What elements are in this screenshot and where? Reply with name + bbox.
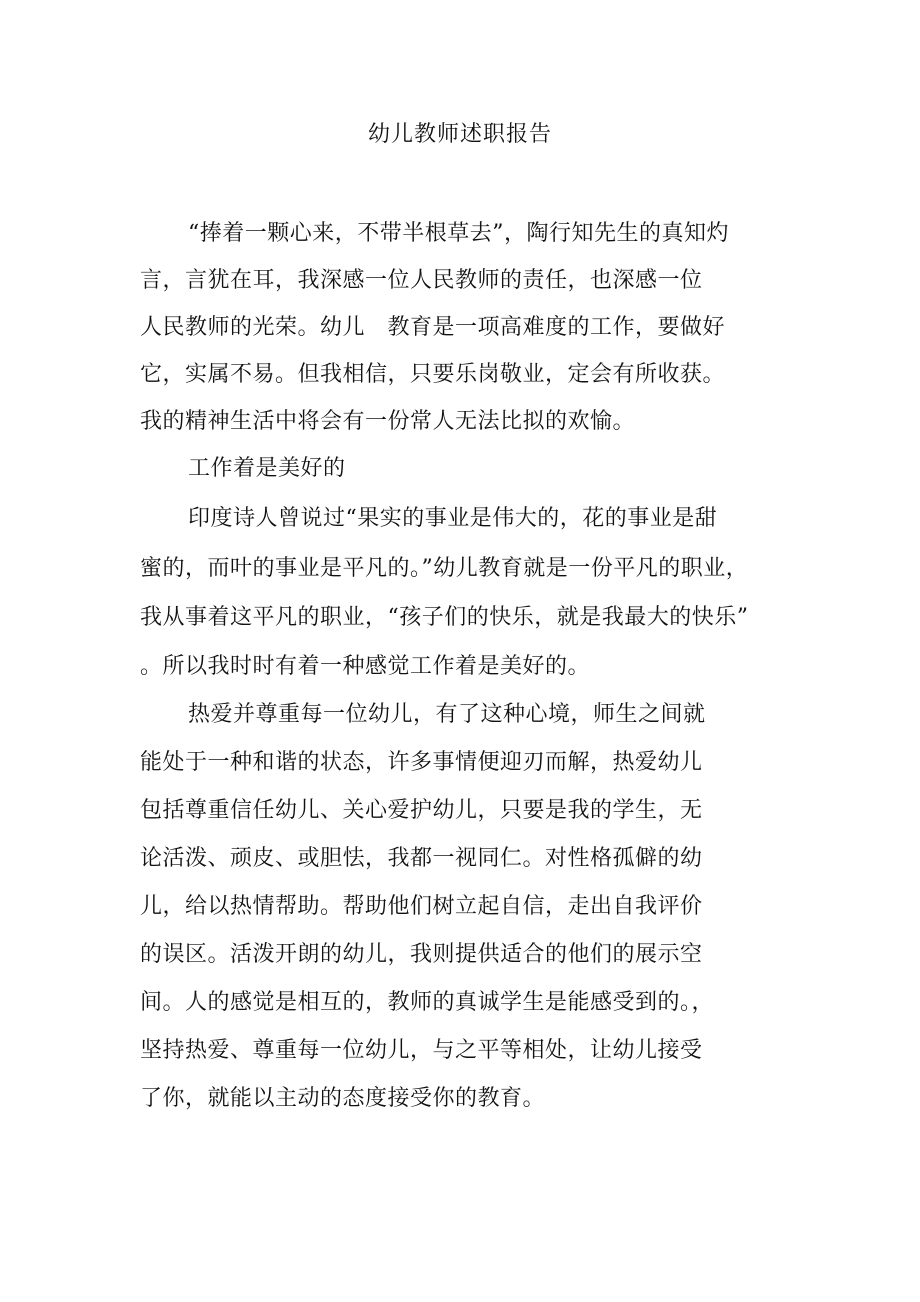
body-line: 我的精神生活中将会有一份常人无法比拟的欢愉。 xyxy=(140,409,636,434)
body-line: 儿，给以热情帮助。帮助他们树立起自信，走出自我评价 xyxy=(140,894,703,919)
body-line: 它，实属不易。但我相信，只要乐岗敬业，定会有所收获。 xyxy=(140,362,726,387)
body-line: 了你，就能以主动的态度接受你的教育。 xyxy=(140,1086,546,1111)
body-line: 能处于一种和谐的状态，许多事情便迎刃而解，热爱幼儿 xyxy=(140,750,703,775)
body-line: 论活泼、顽皮、或胆怯，我都一视同仁。对性格孤僻的幼 xyxy=(140,846,703,871)
body-line: 人民教师的光荣。幼儿 教育是一项高难度的工作，要做好 xyxy=(140,315,726,340)
body-line: 蜜的，而叶的事业是平凡的。”幼儿教育就是一份平凡的职业， xyxy=(140,556,749,581)
body-line: 言，言犹在耳，我深感一位人民教师的责任，也深感一位 xyxy=(140,268,703,293)
document-title: 幼儿教师述职报告 xyxy=(367,122,552,147)
section-heading: 工作着是美好的 xyxy=(188,456,346,481)
body-line: 我从事着这平凡的职业，“孩子们的快乐，就是我最大的快乐” xyxy=(140,605,749,630)
body-line: 坚持热爱、尊重每一位幼儿，与之平等相处，让幼儿接受 xyxy=(140,1038,703,1063)
body-line: 热爱并尊重每一位幼儿，有了这种心境，师生之间就 xyxy=(188,702,706,727)
body-line: 的误区。活泼开朗的幼儿，我则提供适合的他们的展示空 xyxy=(140,942,703,967)
body-line: 包括尊重信任幼儿、关心爱护幼儿，只要是我的学生，无 xyxy=(140,798,703,823)
body-line: “捧着一颗心来，不带半根草去”，陶行知先生的真知灼 xyxy=(188,221,729,246)
body-line: 。所以我时时有着一种感觉工作着是美好的。 xyxy=(140,654,591,679)
body-line: 间。人的感觉是相互的，教师的真诚学生是能感受到的。， xyxy=(140,990,715,1015)
body-line: 印度诗人曾说过“果实的事业是伟大的，花的事业是甜 xyxy=(188,506,718,531)
